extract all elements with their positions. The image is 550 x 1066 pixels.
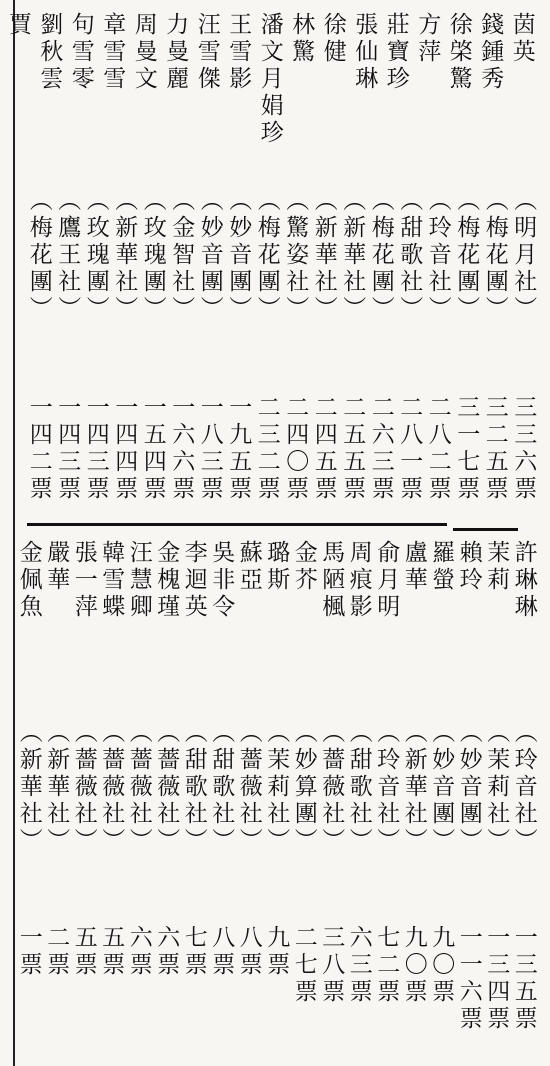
entrant-name-column: 張 仙 琳 — [355, 12, 379, 92]
vote-count-column: 八 票 — [212, 925, 236, 978]
affiliation-column: ︵ 玲 音 社 ︶ — [514, 720, 538, 854]
entrant-name-column: 金 佩 魚 — [19, 540, 43, 620]
vote-count-column: 一 四 二 票 — [29, 395, 53, 502]
affiliation-column: ︵ 新 華 社 ︶ — [115, 188, 139, 322]
affiliation-column: ︵ 玫 瑰 團 ︶ — [143, 188, 167, 322]
entrant-name-column: 蘇 亞 — [239, 540, 263, 593]
vote-count-column: 三 八 票 — [322, 925, 346, 1005]
entrant-name-column: 金 槐 瑾 — [157, 540, 181, 620]
vote-count-column: 五 票 — [74, 925, 98, 978]
entrant-name-column: 金 芥 — [294, 540, 318, 593]
entrant-name-column: 許 琳 琳 — [514, 540, 538, 620]
entrant-name-column: 羅 螢 — [432, 540, 456, 593]
entrant-name-column: 周 痕 影 — [349, 540, 373, 620]
affiliation-column: ︵ 驚 姿 社 ︶ — [286, 188, 310, 322]
entrant-name-column: 賈 — [8, 12, 32, 38]
affiliation-column: ︵ 妙 音 團 ︶ — [432, 720, 456, 854]
vote-count-column: 三 二 五 票 — [485, 395, 509, 502]
entrant-name-column: 張 一 萍 — [74, 540, 98, 620]
entrant-name-column: 馬 陋 楓 — [322, 540, 346, 620]
vote-count-column: 二 三 二 票 — [257, 395, 281, 502]
entrant-name-column: 嚴 華 — [47, 540, 71, 593]
entrant-name-column: 劉 秋 雲 — [40, 12, 64, 92]
affiliation-column: ︵ 玲 音 社 ︶ — [377, 720, 401, 854]
affiliation-column: ︵ 茉 莉 社 ︶ — [487, 720, 511, 854]
entrant-name-column: 章 雪 雪 — [103, 12, 127, 92]
entrant-name-column: 賴 玲 — [459, 540, 483, 593]
vote-count-column: 二 五 五 票 — [343, 395, 367, 502]
vote-count-column: 二 八 二 票 — [428, 395, 452, 502]
affiliation-column: ︵ 甜 歌 社 ︶ — [400, 188, 424, 322]
affiliation-column: ︵ 玲 音 社 ︶ — [428, 188, 452, 322]
entrant-name-column: 茉 莉 — [487, 540, 511, 593]
affiliation-column: ︵ 新 華 社 ︶ — [343, 188, 367, 322]
vote-count-column: 一 票 — [19, 925, 43, 978]
entrant-name-column: 莊 寶 珍 — [386, 12, 410, 92]
affiliation-column: ︵ 薔 薇 社 ︶ — [129, 720, 153, 854]
affiliation-column: ︵ 薔 薇 社 ︶ — [74, 720, 98, 854]
vote-count-column: 二 四 五 票 — [314, 395, 338, 502]
vote-count-column: 七 二 票 — [377, 925, 401, 1005]
entrant-name-column: 李 迴 英 — [184, 540, 208, 620]
vote-count-column: 三 一 七 票 — [457, 395, 481, 502]
vote-count-column: 七 票 — [184, 925, 208, 978]
entrant-name-column: 句 雪 零 — [71, 12, 95, 92]
affiliation-column: ︵ 薔 薇 社 ︶ — [102, 720, 126, 854]
vote-count-column: 一 四 三 票 — [86, 395, 110, 502]
affiliation-column: ︵ 新 華 社 ︶ — [19, 720, 43, 854]
vote-count-column: 六 票 — [129, 925, 153, 978]
section-divider-dashed — [27, 523, 447, 526]
vote-count-column: 一 一 六 票 — [459, 925, 483, 1032]
vote-count-column: 一 六 六 票 — [172, 395, 196, 502]
affiliation-column: ︵ 薔 薇 社 ︶ — [157, 720, 181, 854]
vote-count-column: 一 三 五 票 — [514, 925, 538, 1032]
affiliation-column: ︵ 梅 花 團 ︶ — [485, 188, 509, 322]
vote-count-column: 五 票 — [102, 925, 126, 978]
affiliation-column: ︵ 梅 花 團 ︶ — [457, 188, 481, 322]
vote-count-column: 九 票 — [267, 925, 291, 978]
vote-count-column: 三 三 六 票 — [514, 395, 538, 502]
affiliation-column: ︵ 甜 歌 社 ︶ — [212, 720, 236, 854]
affiliation-column: ︵ 梅 花 團 ︶ — [29, 188, 53, 322]
vote-count-column: 一 五 四 票 — [143, 395, 167, 502]
vote-count-column: 二 七 票 — [294, 925, 318, 1005]
affiliation-column: ︵ 明 月 社 ︶ — [514, 188, 538, 322]
affiliation-column: ︵ 薔 薇 社 ︶ — [239, 720, 263, 854]
vote-count-column: 二 六 三 票 — [371, 395, 395, 502]
vote-count-column: 六 三 票 — [349, 925, 373, 1005]
section-divider-short — [453, 528, 518, 531]
affiliation-column: ︵ 甜 歌 社 ︶ — [184, 720, 208, 854]
vote-count-column: 一 八 三 票 — [200, 395, 224, 502]
vote-count-column: 八 票 — [239, 925, 263, 978]
entrant-name-column: 林 驚 — [292, 12, 316, 65]
affiliation-column: ︵ 妙 音 團 ︶ — [229, 188, 253, 322]
entrant-name-column: 錢 鍾 秀 — [481, 12, 505, 92]
entrant-name-column: 力 曼 麗 — [166, 12, 190, 92]
entrant-name-column: 方 萍 — [418, 12, 442, 65]
affiliation-column: ︵ 新 華 社 ︶ — [314, 188, 338, 322]
entrant-name-column: 茵 英 — [512, 12, 536, 65]
entrant-name-column: 吳 非 令 — [212, 540, 236, 620]
entrant-name-column: 汪 慧 卿 — [129, 540, 153, 620]
vote-count-column: 九 〇 票 — [404, 925, 428, 1005]
affiliation-column: ︵ 妙 音 團 ︶ — [200, 188, 224, 322]
entrant-name-column: 潘 文 月 娟 珍 — [260, 12, 284, 146]
vote-count-column: 一 三 四 票 — [487, 925, 511, 1032]
left-border-rule — [13, 0, 15, 1066]
entrant-name-column: 周 曼 文 — [134, 12, 158, 92]
affiliation-column: ︵ 鷹 王 社 ︶ — [58, 188, 82, 322]
entrant-name-column: 王 雪 影 — [229, 12, 253, 92]
vote-count-column: 二 票 — [47, 925, 71, 978]
vote-count-column: 一 九 五 票 — [229, 395, 253, 502]
vote-count-column: 二 四 〇 票 — [286, 395, 310, 502]
affiliation-column: ︵ 玫 瑰 團 ︶ — [86, 188, 110, 322]
entrant-name-column: 徐 棨 驚 — [449, 12, 473, 92]
entrant-name-column: 韓 雪 蝶 — [102, 540, 126, 620]
affiliation-column: ︵ 妙 音 團 ︶ — [459, 720, 483, 854]
vote-count-column: 二 八 一 票 — [400, 395, 424, 502]
vote-count-column: 九 〇 票 — [432, 925, 456, 1005]
vote-count-column: 六 票 — [157, 925, 181, 978]
affiliation-column: ︵ 新 華 社 ︶ — [404, 720, 428, 854]
affiliation-column: ︵ 茉 莉 社 ︶ — [267, 720, 291, 854]
affiliation-column: ︵ 妙 算 團 ︶ — [294, 720, 318, 854]
vote-count-column: 一 四 四 票 — [115, 395, 139, 502]
entrant-name-column: 璐 斯 — [267, 540, 291, 593]
entrant-name-column: 徐 健 — [323, 12, 347, 65]
vote-count-column: 一 四 三 票 — [58, 395, 82, 502]
affiliation-column: ︵ 金 智 社 ︶ — [172, 188, 196, 322]
affiliation-column: ︵ 甜 歌 社 ︶ — [349, 720, 373, 854]
entrant-name-column: 汪 雪 傑 — [197, 12, 221, 92]
affiliation-column: ︵ 薔 薇 社 ︶ — [322, 720, 346, 854]
entrant-name-column: 俞 月 明 — [377, 540, 401, 620]
affiliation-column: ︵ 梅 花 團 ︶ — [257, 188, 281, 322]
entrant-name-column: 盧 華 — [404, 540, 428, 593]
affiliation-column: ︵ 梅 花 團 ︶ — [371, 188, 395, 322]
affiliation-column: ︵ 新 華 社 ︶ — [47, 720, 71, 854]
